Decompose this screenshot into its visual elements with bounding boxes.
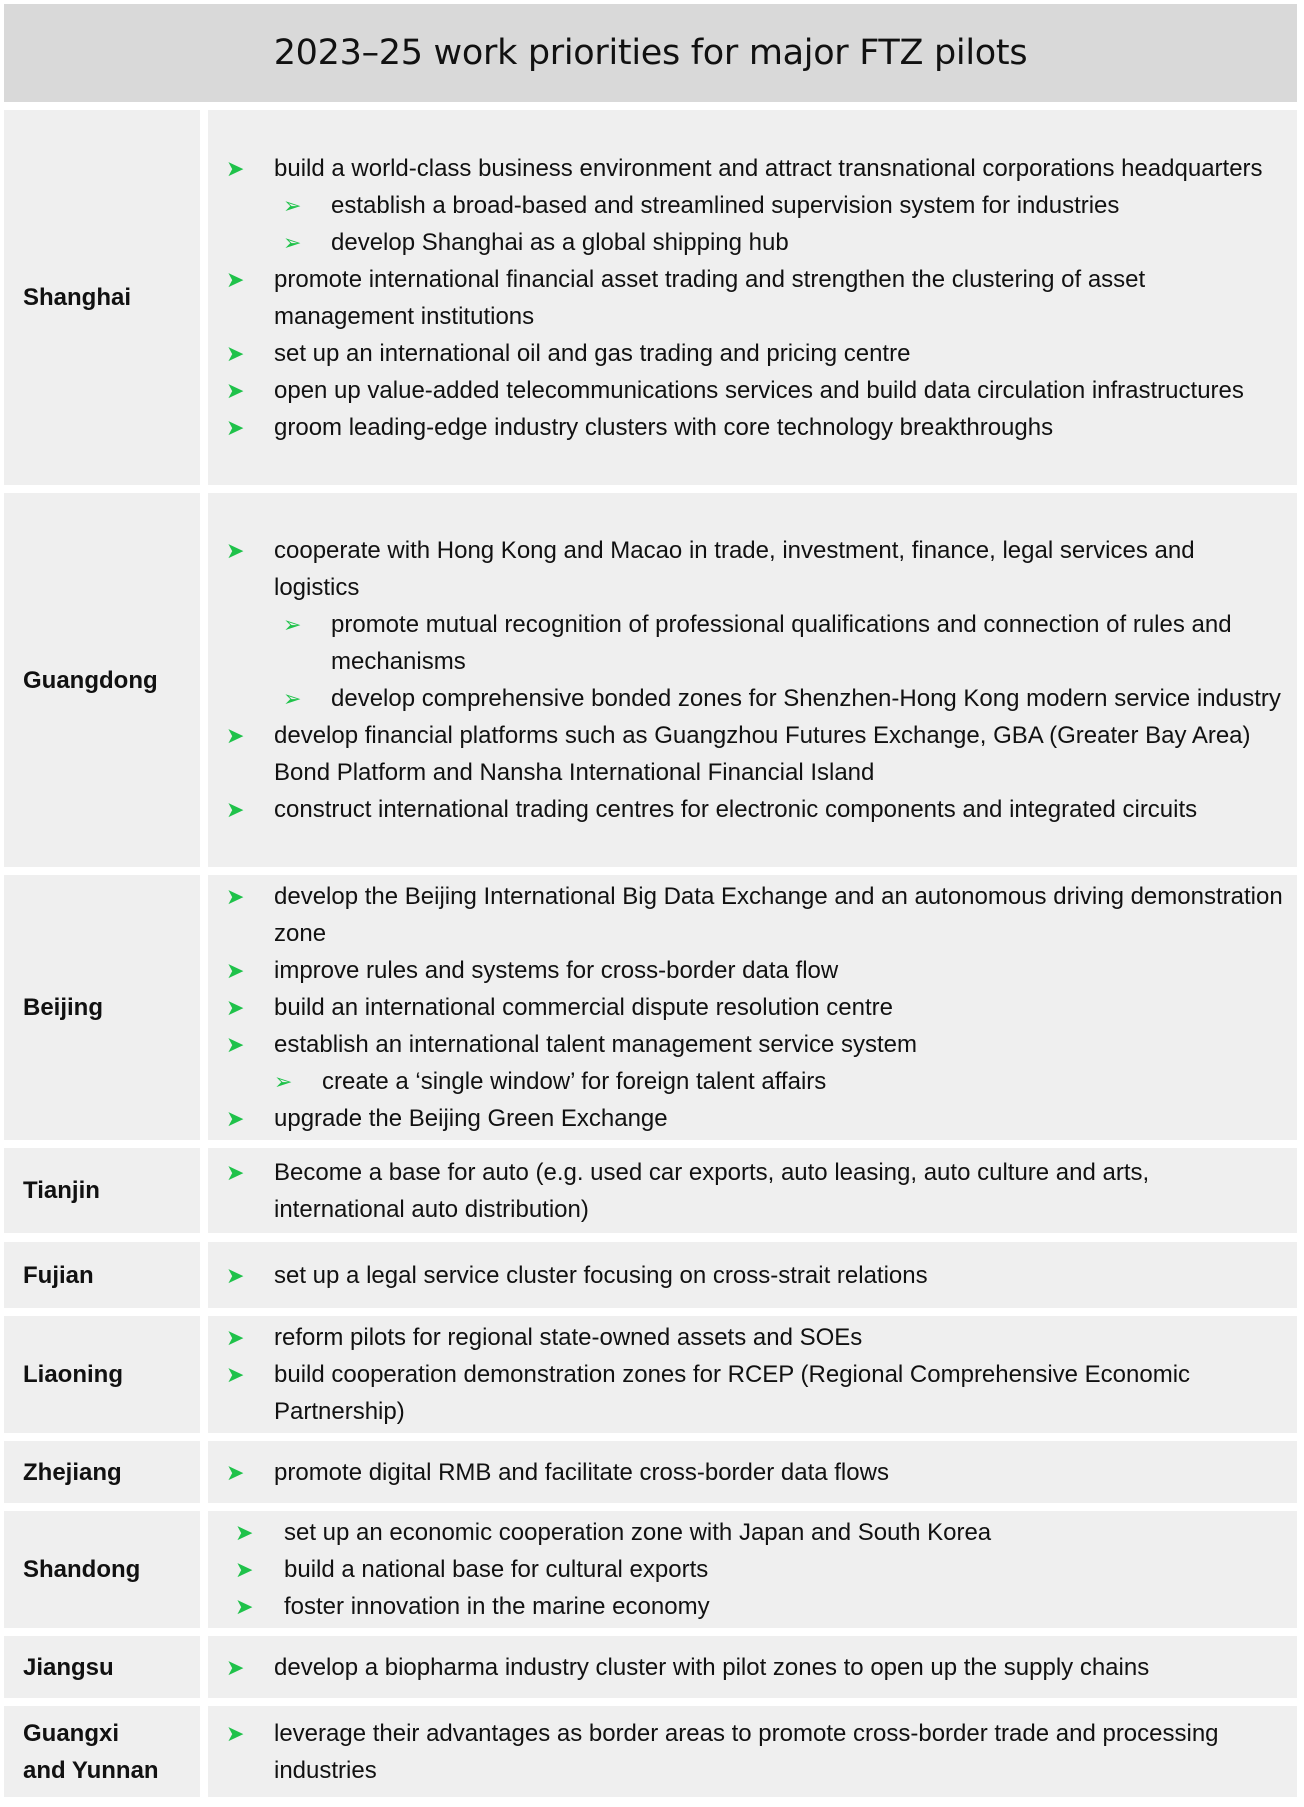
outline-arrow-icon (283, 224, 301, 261)
solid-arrow-icon (226, 1319, 244, 1356)
priorities-cell (208, 875, 1297, 1140)
sub-priority-item (208, 680, 1283, 717)
priorities-cell (208, 110, 1297, 485)
solid-arrow-icon (226, 1356, 244, 1393)
table-row-shandong (4, 1511, 1297, 1628)
priority-text: set up an international oil and gas trading and pricing centre (274, 339, 911, 367)
table-row-guangxi-and-yunnan (4, 1706, 1297, 1797)
priorities-cell (208, 1316, 1297, 1433)
priority-text: develop comprehensive bonded zones for Shenzhen-Hong Kong modern service industry (331, 685, 1281, 712)
solid-arrow-icon (226, 261, 244, 298)
solid-arrow-icon (226, 1454, 244, 1491)
solid-arrow-icon (235, 1588, 253, 1625)
region-name (23, 1715, 159, 1789)
sub-priority-item (208, 187, 1283, 224)
priority-item (208, 1356, 1283, 1430)
region-label (4, 1316, 200, 1433)
region-name: Fujian (23, 1261, 94, 1289)
priority-text: establish an international talent management service system (274, 1031, 918, 1058)
region-label (4, 110, 200, 485)
solid-arrow-icon (226, 1026, 244, 1063)
priorities-cell (208, 1636, 1297, 1698)
outline-arrow-icon (274, 1063, 292, 1100)
priority-item (208, 1588, 1283, 1625)
priority-item (208, 261, 1283, 335)
priority-item (208, 878, 1283, 952)
priority-text: leverage their advantages as border areas to promote cross-border trade and processing industries (274, 1719, 1219, 1784)
priority-item (208, 1100, 1283, 1137)
solid-arrow-icon (226, 989, 244, 1026)
solid-arrow-icon (226, 409, 244, 446)
priority-text: build a world-class business environment and attract transnational corporations headquarters (274, 154, 1263, 182)
table-row-jiangsu (4, 1636, 1297, 1698)
region-label (4, 1706, 200, 1797)
sub-priority-item (208, 1063, 1283, 1100)
priority-text: set up an economic cooperation zone with Japan and South Korea (284, 1519, 992, 1546)
solid-arrow-icon (226, 717, 244, 754)
region-label (4, 1441, 200, 1503)
outline-arrow-icon (283, 187, 301, 224)
priority-text: improve rules and systems for cross-border data flow (274, 957, 839, 984)
priority-item (208, 1514, 1283, 1551)
priority-item (208, 1257, 1283, 1294)
priority-text: develop a biopharma industry cluster with pilot zones to open up the supply chains (274, 1653, 1150, 1681)
solid-arrow-icon (226, 372, 244, 409)
solid-arrow-icon (226, 150, 244, 187)
priority-text: create a ‘single window’ for foreign talent affairs (322, 1068, 827, 1095)
solid-arrow-icon (226, 532, 244, 569)
priorities-cell (208, 1706, 1297, 1797)
solid-arrow-icon (235, 1514, 253, 1551)
region-name: Beijing (23, 994, 104, 1021)
table-row-liaoning (4, 1316, 1297, 1433)
priorities-cell (208, 1511, 1297, 1628)
priority-item (208, 1649, 1283, 1686)
priorities-cell (208, 1441, 1297, 1503)
priority-text: Become a base for auto (e.g. used car exports, auto leasing, auto culture and arts, international auto distribution) (274, 1158, 1150, 1223)
region-label (4, 1148, 200, 1233)
table-row-zhejiang (4, 1441, 1297, 1503)
priority-text: promote international financial asset trading and strengthen the clustering of asset management institutions (274, 265, 1146, 330)
sub-priority-item (208, 606, 1283, 680)
priority-text: cooperate with Hong Kong and Macao in trade, investment, finance, legal services and logistics (274, 537, 1195, 601)
priority-item (208, 952, 1283, 989)
table-row-tianjin (4, 1148, 1297, 1233)
priority-text: develop the Beijing International Big Data Exchange and an autonomous driving demonstration zone (274, 883, 1283, 947)
table-row-beijing (4, 875, 1297, 1140)
priority-text: foster innovation in the marine economy (284, 1593, 710, 1620)
priorities-cell (208, 1148, 1297, 1233)
solid-arrow-icon (226, 1715, 244, 1752)
priority-text: upgrade the Beijing Green Exchange (274, 1105, 668, 1132)
priority-item (208, 1551, 1283, 1588)
region-name: Jiangsu (23, 1653, 114, 1681)
region-name: Tianjin (23, 1177, 100, 1204)
priority-item (208, 1715, 1283, 1789)
priority-item (208, 1454, 1283, 1491)
region-name: Zhejiang (23, 1458, 122, 1486)
priority-item (208, 791, 1283, 828)
priority-text: develop financial platforms such as Guangzhou Futures Exchange, GBA (Greater Bay Area) Bond Platform and Nansha International Financial Island (274, 722, 1251, 786)
priority-item (208, 532, 1283, 606)
region-label (4, 875, 200, 1140)
priority-text: construct international trading centres for electronic components and integrated circuits (274, 796, 1198, 823)
priority-text: open up value-added telecommunications services and build data circulation infrastructures (274, 376, 1244, 404)
priority-text: groom leading-edge industry clusters with core technology breakthroughs (274, 413, 1054, 441)
priority-text: reform pilots for regional state-owned assets and SOEs (274, 1324, 863, 1351)
solid-arrow-icon (226, 1100, 244, 1137)
region-name: Guangdong (23, 666, 158, 694)
region-name: Shanghai (23, 284, 132, 311)
priority-text: set up a legal service cluster focusing on cross-strait relations (274, 1261, 928, 1289)
priority-item (208, 409, 1283, 446)
priority-item (208, 717, 1283, 791)
priorities-cell (208, 1242, 1297, 1308)
table-title-bar (4, 4, 1297, 102)
outline-arrow-icon (283, 680, 301, 717)
priority-text: promote digital RMB and facilitate cross-border data flows (274, 1458, 889, 1486)
region-label (4, 1242, 200, 1308)
solid-arrow-icon (226, 1257, 244, 1294)
solid-arrow-icon (226, 335, 244, 372)
page-title: 2023–25 work priorities for major FTZ pilots (273, 33, 1028, 73)
priority-text: develop Shanghai as a global shipping hub (331, 228, 789, 256)
priority-item (208, 372, 1283, 409)
solid-arrow-icon (226, 1649, 244, 1686)
outline-arrow-icon (283, 606, 301, 643)
solid-arrow-icon (235, 1551, 253, 1588)
solid-arrow-icon (226, 952, 244, 989)
region-label (4, 493, 200, 867)
priority-item (208, 335, 1283, 372)
region-label (4, 1636, 200, 1698)
region-label (4, 1511, 200, 1628)
table-row-guangdong (4, 493, 1297, 867)
priority-text: build cooperation demonstration zones for RCEP (Regional Comprehensive Economic Partnership) (274, 1361, 1191, 1425)
region-name-line: and Yunnan (23, 1756, 159, 1784)
region-name-line: Guangxi (23, 1719, 120, 1747)
priority-text: build an international commercial dispute resolution centre (274, 994, 894, 1021)
sub-priority-item (208, 224, 1283, 261)
priority-item (208, 1154, 1283, 1228)
priority-item (208, 1319, 1283, 1356)
table-row-shanghai (4, 110, 1297, 485)
priority-item (208, 150, 1283, 187)
priority-item (208, 1026, 1283, 1063)
solid-arrow-icon (226, 791, 244, 828)
priority-text: establish a broad-based and streamlined supervision system for industries (331, 191, 1120, 219)
region-name: Liaoning (23, 1361, 123, 1388)
table-row-fujian (4, 1242, 1297, 1308)
priorities-cell (208, 493, 1297, 867)
solid-arrow-icon (226, 878, 244, 915)
priority-item (208, 989, 1283, 1026)
region-name: Shandong (23, 1556, 141, 1583)
solid-arrow-icon (226, 1154, 244, 1191)
priority-text: promote mutual recognition of professional qualifications and connection of rules and mechanisms (331, 611, 1232, 675)
priority-text: build a national base for cultural exports (284, 1556, 709, 1583)
